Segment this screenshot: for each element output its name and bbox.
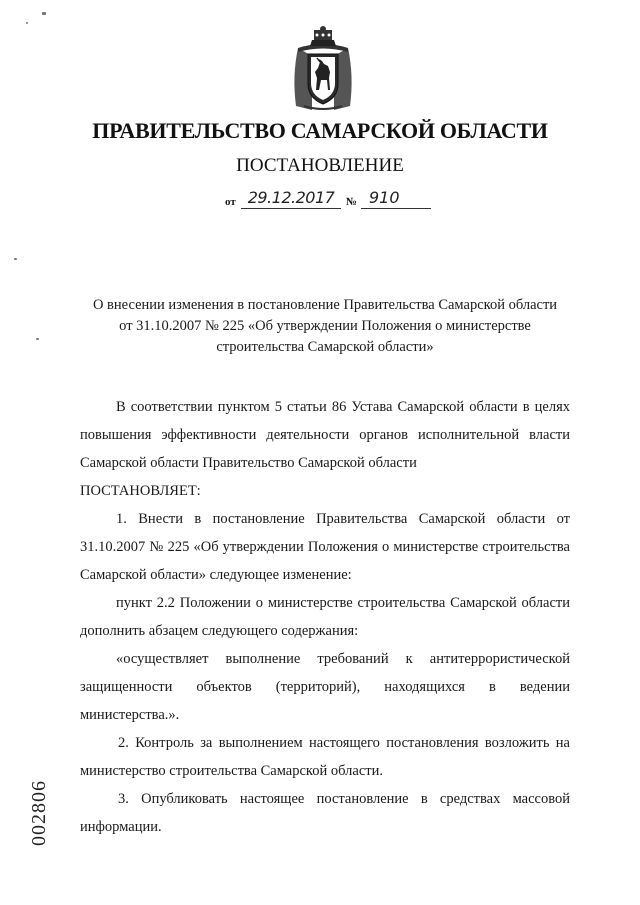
number-prefix: №	[346, 196, 358, 208]
item-3-paragraph: 3. Опубликовать настоящее постановление в средствах массовой информации.	[80, 791, 570, 835]
scan-speck	[14, 258, 17, 260]
resolution-keyword: ПОСТАНОВЛЯЕТ:	[80, 483, 201, 499]
document-subject	[60, 295, 590, 358]
preamble-paragraph: В соответствии пунктом 5 статьи 86 Устава Самарской области в целях повышения эффективности деятельности органов исполнительной власти Самарской области Правительство Самарской области	[80, 399, 570, 471]
scan-speck	[42, 12, 46, 15]
item-1-detail-paragraph: пункт 2.2 Положении о министерстве строительства Самарской области дополнить абзацем следующего содержания:	[80, 595, 570, 639]
item-1-quote-paragraph: «осуществляет выполнение требований к антитеррористической защищенности объектов (территорий), находящихся в ведении министерства.».	[80, 651, 570, 723]
subject-line: О внесении изменения в постановление Правительства Самарской области	[92, 297, 558, 313]
scan-speck	[36, 338, 39, 340]
date-prefix: от	[225, 196, 236, 208]
date-number-line	[225, 188, 445, 214]
subject-line: от 31.10.2007 № 225 «Об утверждении Положения о министерстве	[119, 318, 531, 334]
document-date: 29.12.2017	[241, 188, 341, 209]
item-2-paragraph: 2. Контроль за выполнением настоящего постановления возложить на министерство строительства Самарской области.	[80, 735, 570, 779]
item-1-paragraph: 1. Внести в постановление Правительства Самарской области от 31.10.2007 № 225 «Об утверждении Положения о министерстве строительства Самарской области» следующее изменение:	[80, 511, 570, 583]
document-type: ПОСТАНОВЛЕНИЕ	[236, 155, 404, 176]
scan-speck	[26, 22, 28, 24]
document-body	[80, 393, 570, 841]
samara-coat-of-arms-icon	[290, 26, 356, 112]
margin-serial-number: 002806	[28, 780, 50, 846]
document-number: 910	[361, 188, 431, 209]
subject-line: строительства Самарской области»	[216, 339, 434, 355]
government-title: ПРАВИТЕЛЬСТВО САМАРСКОЙ ОБЛАСТИ	[92, 118, 548, 143]
